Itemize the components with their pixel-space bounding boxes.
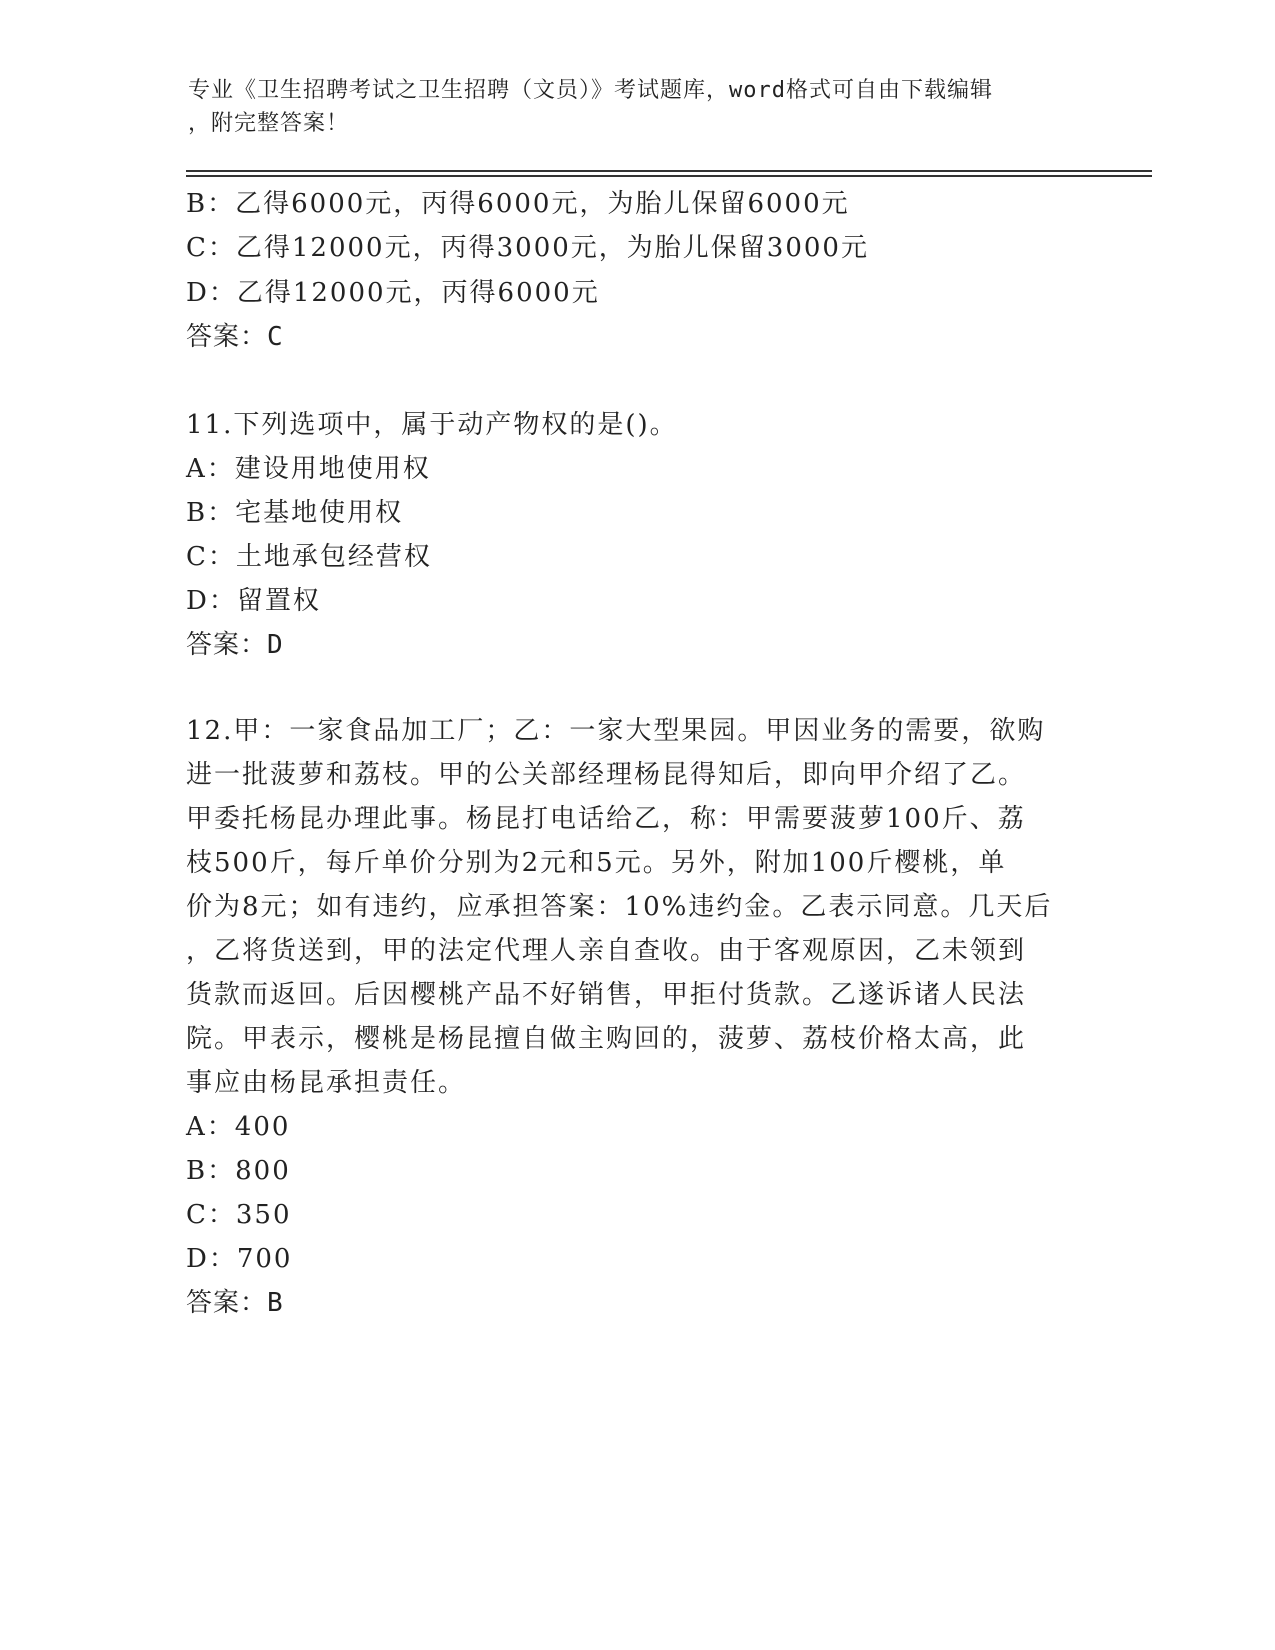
q11-stem: 11.下列选项中，属于动产物权的是()。 [186,410,678,440]
q12-stem-line: ，乙将货送到，甲的法定代理人亲自查收。由于客观原因，乙未领到 [186,936,1027,966]
q11-answer: 答案：D [186,630,284,660]
q12-stem-line: 进一批菠萝和荔枝。甲的公关部经理杨昆得知后，即向甲介绍了乙。 [186,760,1027,790]
page-header [188,74,1068,140]
q10-option-d: D：乙得12000元，丙得6000元 [186,278,600,308]
q12-stem-line: 事应由杨昆承担责任。 [186,1068,467,1098]
q10-option-b: B：乙得6000元，丙得6000元，为胎儿保留6000元 [186,189,850,219]
q12-stem-line: 枝500斤，每斤单价分别为2元和5元。另外，附加100斤樱桃，单 [186,848,1007,878]
q12-stem-line: 货款而返回。后因樱桃产品不好销售，甲拒付货款。乙遂诉诸人民法 [186,980,1027,1010]
header-rule-1 [186,170,1152,172]
q12-stem-line: 甲委托杨昆办理此事。杨昆打电话给乙，称：甲需要菠萝100斤、荔 [186,804,1026,834]
q11-option-d: D：留置权 [186,586,321,616]
q12-option-a: A：400 [186,1112,291,1142]
q11-option-a: A：建设用地使用权 [186,454,431,484]
q12-answer: 答案：B [186,1288,284,1318]
q12-stem-line: 12.甲：一家食品加工厂；乙：一家大型果园。甲因业务的需要，欲购 [186,716,1046,746]
q11-option-b: B：宅基地使用权 [186,498,404,528]
header-line-2: ，附完整答案！ [188,111,350,136]
q12-option-d: D：700 [186,1244,293,1274]
header-line-1: 专业《卫生招聘考试之卫生招聘（文员）》考试题库，word格式可自由下载编辑 [188,78,993,103]
q12-stem-line: 价为8元；如有违约，应承担答案：10%违约金。乙表示同意。几天后 [186,892,1053,922]
q10-option-c: C：乙得12000元，丙得3000元，为胎儿保留3000元 [186,233,869,263]
q10-answer: 答案：C [186,322,284,352]
q12-stem-line: 院。甲表示，樱桃是杨昆擅自做主购回的，菠萝、荔枝价格太高，此 [186,1024,1027,1054]
header-rule-2 [186,175,1152,177]
q12-option-c: C：350 [186,1200,292,1230]
q11-option-c: C：土地承包经营权 [186,542,432,572]
q12-option-b: B：800 [186,1156,291,1186]
